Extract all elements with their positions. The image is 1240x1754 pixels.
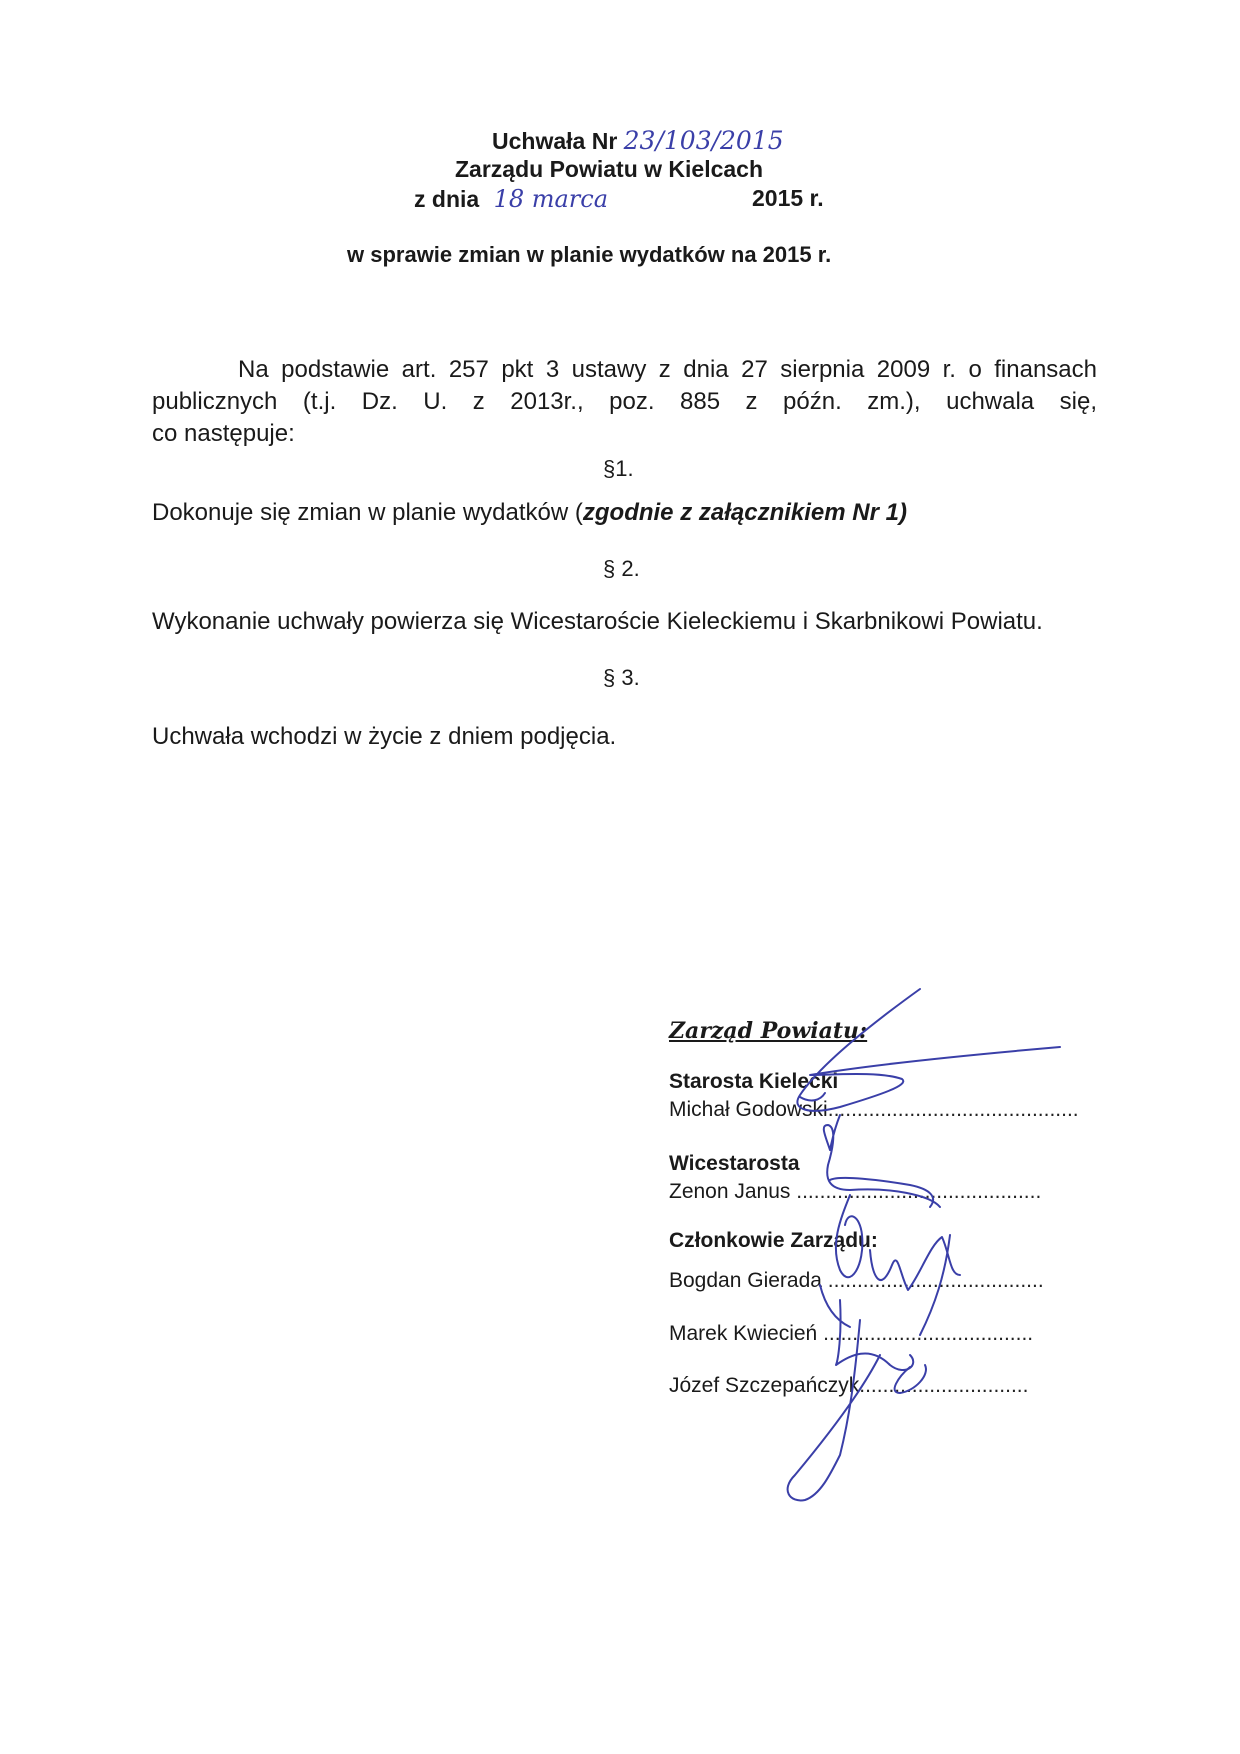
member-1-name: Bogdan Gierada	[669, 1269, 822, 1292]
member-2-name: Marek Kwiecień	[669, 1322, 818, 1345]
preamble-line-2: publicznych (t.j. Dz. U. z 2013r., poz. 885 z późn. zm.), uchwala się,	[152, 388, 1097, 415]
starosta-name: Michał Godowski	[669, 1098, 828, 1121]
section-2-text: Wykonanie uchwały powierza się Wicestaroście Kieleckiemu i Skarbnikowi Powiatu.	[152, 608, 1043, 635]
section-1-text	[152, 499, 907, 527]
members-role: Członkowie Zarządu:	[669, 1229, 878, 1252]
vice-role: Wicestarosta	[669, 1152, 800, 1175]
issuer: Zarządu Powiatu w Kielcach	[455, 156, 764, 182]
starosta-name-line: Michał Godowski...........................................	[669, 1098, 1079, 1121]
preamble-line-3: co następuje:	[152, 420, 295, 447]
subject: w sprawie zmian w planie wydatków na 2015 r.	[347, 242, 832, 267]
signature-member-3	[788, 1320, 880, 1500]
date-prefix: z dnia	[414, 186, 480, 212]
section-3-text: Uchwała wchodzi w życie z dniem podjęcia.	[152, 723, 617, 750]
section-3-mark: § 3.	[603, 665, 640, 690]
handwritten-number: 23/103/2015	[623, 126, 784, 155]
signature-member-1	[836, 1195, 863, 1277]
resolution-title	[492, 126, 784, 155]
starosta-role: Starosta Kielecki	[669, 1070, 839, 1093]
handwritten-date: 18 marca	[493, 185, 609, 213]
handwritten-signatures	[780, 975, 1100, 1515]
preamble-line-1: Na podstawie art. 257 pkt 3 ustawy z dnia 27 sierpnia 2009 r. o finansach	[238, 356, 1097, 383]
date-year: 2015 r.	[752, 185, 824, 211]
section-1-emphasis: zgodnie z załącznikiem Nr 1)	[582, 499, 907, 526]
board-title: Zarząd Powiatu:	[669, 1018, 868, 1044]
section-1-plain: Dokonuje się zmian w planie wydatków (	[152, 499, 583, 526]
member-3-name: Józef Szczepańczyk	[669, 1374, 860, 1397]
member-2-line: Marek Kwiecień ....................................	[669, 1322, 1034, 1345]
section-2-mark: § 2.	[603, 556, 640, 581]
member-3-line: Józef Szczepańczyk.............................	[669, 1374, 1029, 1397]
vice-name-line: Zenon Janus ..........................................	[669, 1180, 1042, 1203]
signature-vice	[824, 1115, 940, 1207]
signature-starosta	[797, 989, 1060, 1111]
member-1-line: Bogdan Gierada .....................................	[669, 1269, 1044, 1292]
title-prefix: Uchwała Nr	[492, 128, 618, 154]
vice-name: Zenon Janus	[669, 1180, 791, 1203]
resolution-date	[414, 185, 834, 213]
preamble	[152, 354, 1097, 450]
section-1-mark: §1.	[603, 456, 634, 481]
